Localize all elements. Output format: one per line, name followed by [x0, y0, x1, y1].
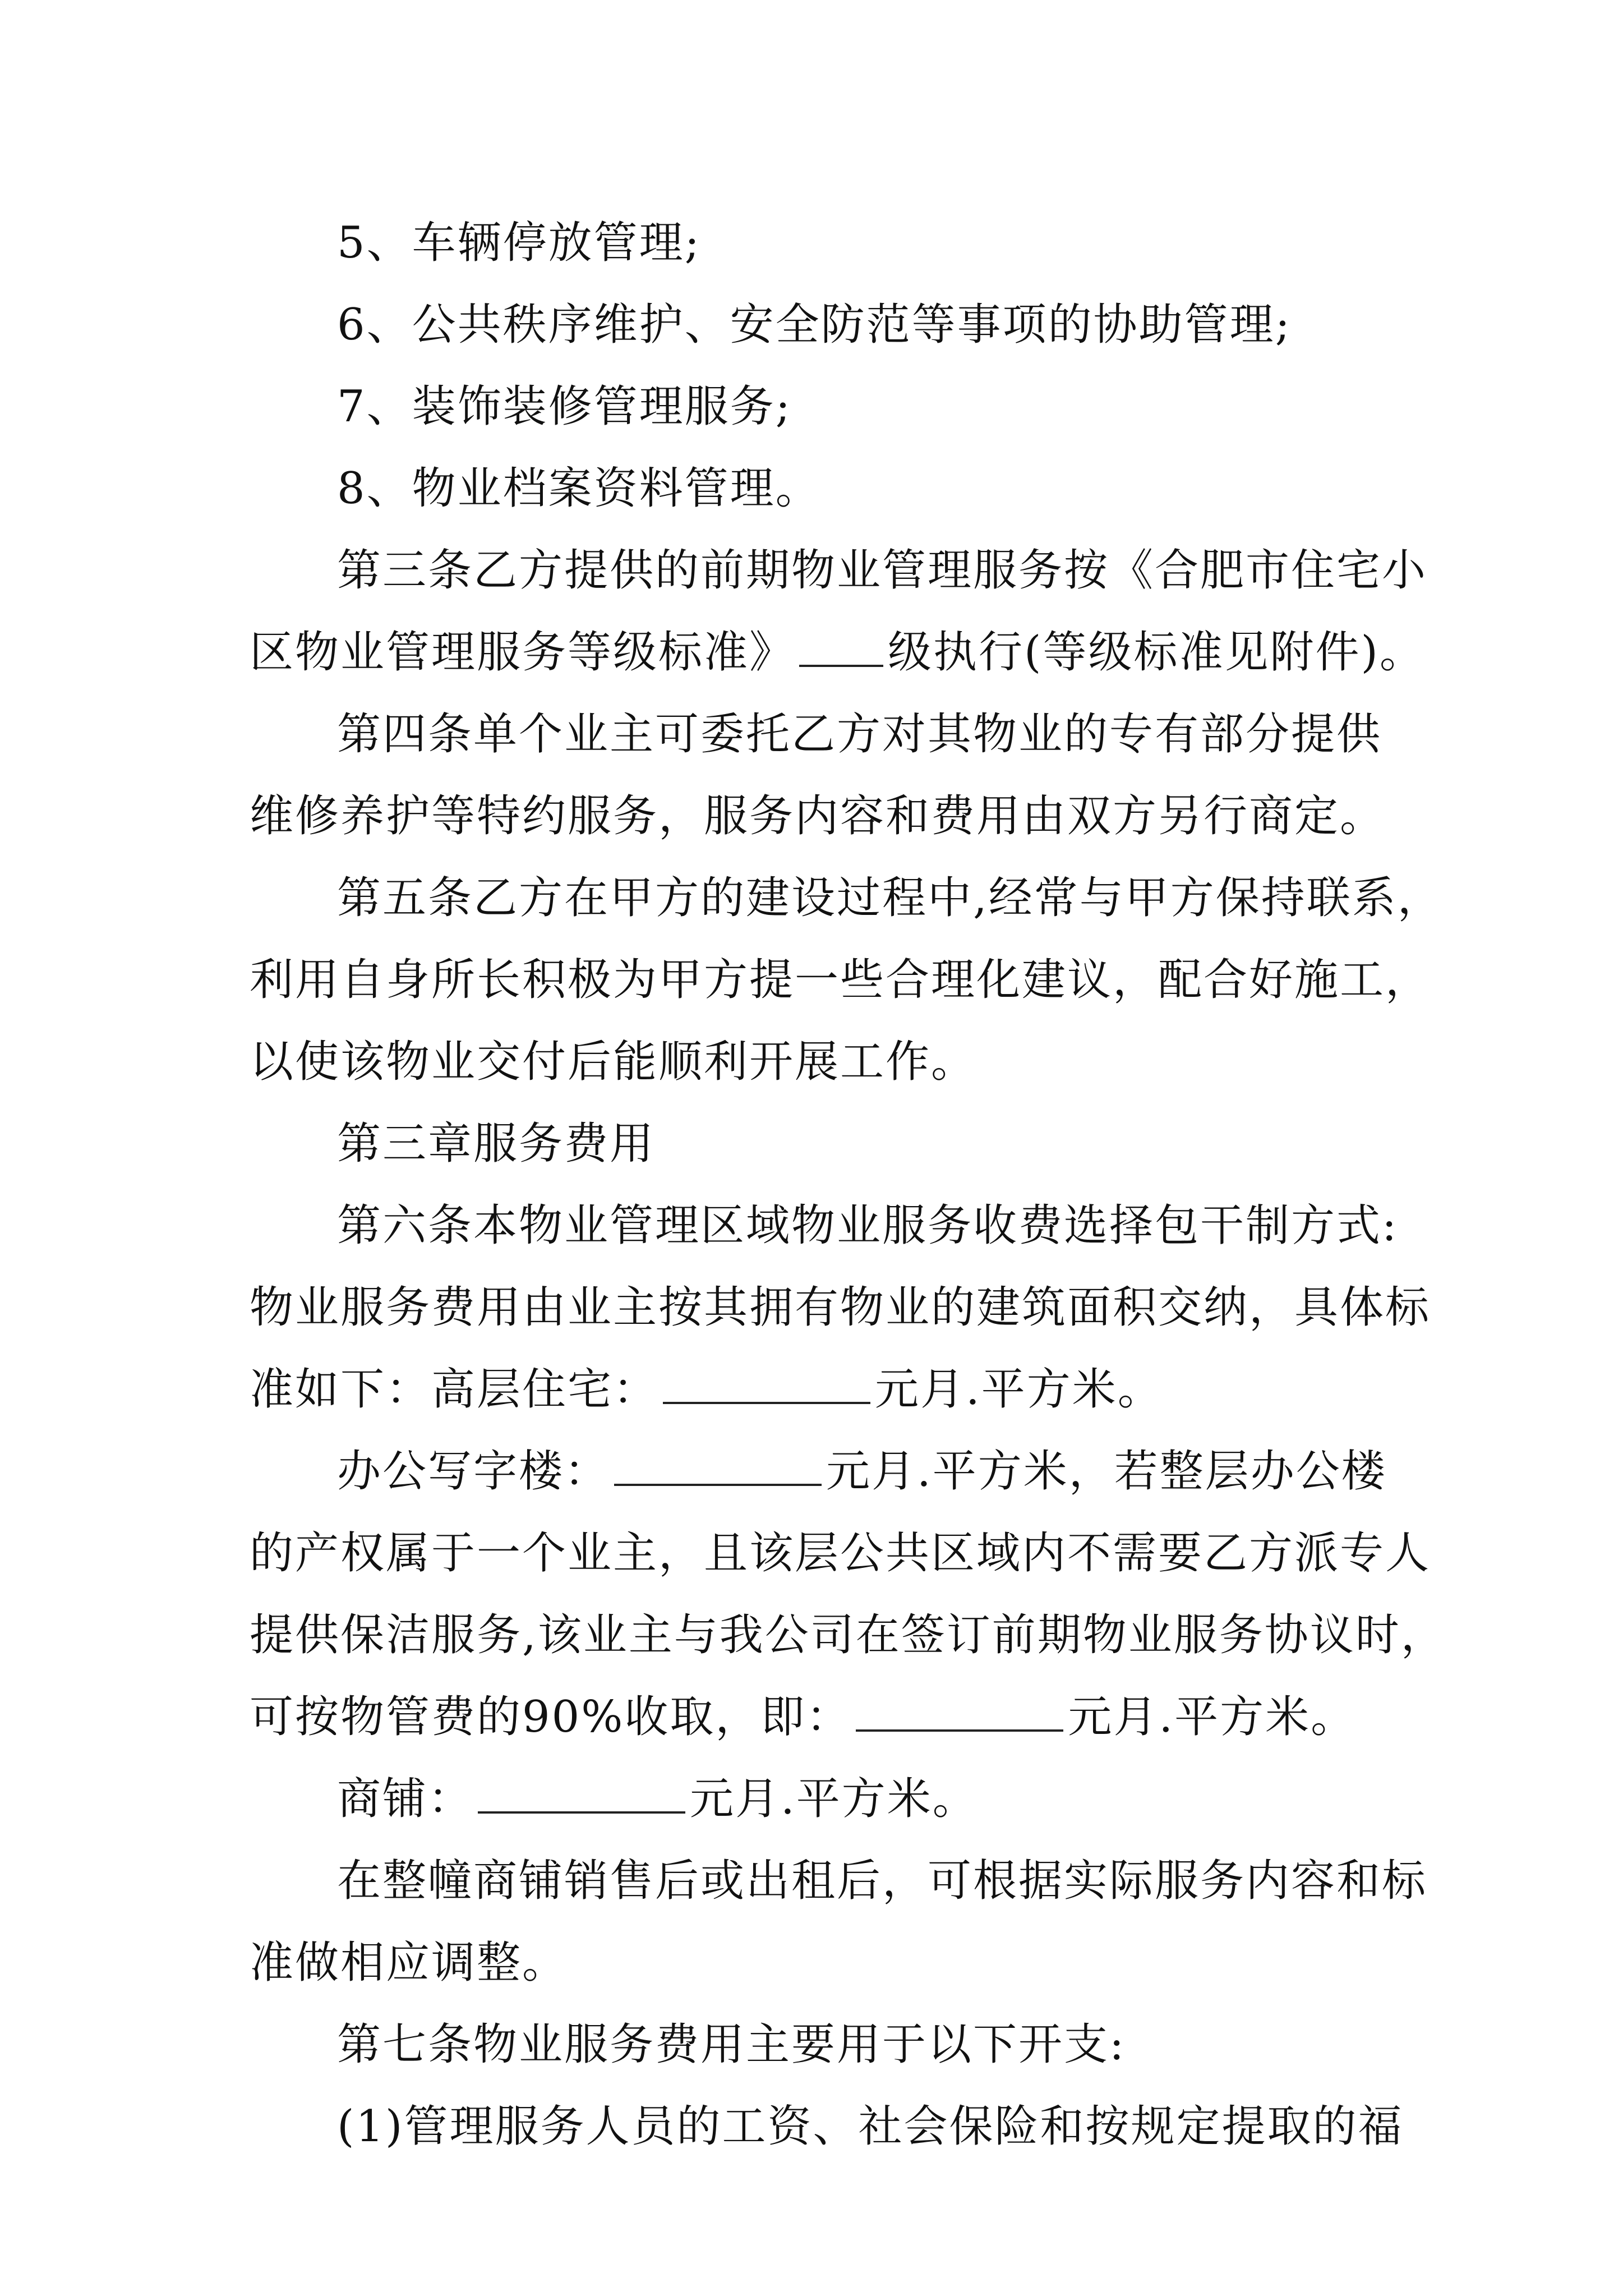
article-6-line-1: 第六条本物业管理区域物业服务收费选择包干制方式:	[337, 1200, 1399, 1251]
adjustment-line-1: 在整幢商铺销售后或出租后，可根据实际服务内容和标	[337, 1856, 1428, 1906]
article-5-line-3: 以使该物业交付后能顺利开展工作。	[250, 1037, 977, 1087]
office-label: 办公写字楼：	[337, 1446, 610, 1497]
article-6-line-3	[250, 1349, 1371, 1430]
chapter-3-heading: 第三章服务费用	[337, 1119, 656, 1169]
document-body	[250, 202, 1446, 2168]
article-3-line-1: 第三条乙方提供的前期物业管理服务按《合肥市住宅小	[337, 545, 1428, 596]
article-7-item-1: (1)管理服务人员的工资、社会保险和按规定提取的福	[337, 2101, 1404, 2152]
office-fee-blank	[614, 1444, 822, 1486]
shop-line	[250, 1758, 1371, 1840]
shop-label: 商铺：	[337, 1774, 474, 1824]
article-7-heading: 第七条物业服务费用主要用于以下开支:	[337, 2019, 1126, 2070]
office-line-3: 提供保洁服务,该业主与我公司在签订前期物业服务协议时，	[250, 1610, 1446, 1660]
office-line-2: 的产权属于一个业主，且该层公共区域内不需要乙方派专人	[250, 1528, 1431, 1579]
high-rise-label: 准如下：高层住宅：	[250, 1364, 659, 1415]
office-line-4	[250, 1676, 1371, 1758]
list-item-vehicle-parking: 5、车辆停放管理;	[337, 218, 701, 268]
article-3-text-b: 级执行(等级标准见附件)。	[888, 627, 1425, 678]
article-4-line-2: 维修养护等特约服务，服务内容和费用由双方另行商定。	[250, 791, 1386, 841]
article-5-line-1: 第五条乙方在甲方的建设过程中,经常与甲方保持联系，	[337, 873, 1443, 923]
shop-unit: 元月.平方米。	[690, 1774, 978, 1824]
grade-blank	[799, 625, 883, 667]
office-discount-label: 可按物管费的90%收取，即：	[250, 1692, 852, 1742]
shop-fee-blank	[478, 1772, 685, 1814]
office-discount-unit: 元月.平方米。	[1068, 1692, 1357, 1742]
article-6-line-2: 物业服务费用由业主按其拥有物业的建筑面积交纳，具体标	[250, 1282, 1431, 1333]
high-rise-unit: 元月.平方米。	[875, 1364, 1163, 1415]
list-item-public-order: 6、公共秩序维护、安全防范等事项的协助管理;	[337, 300, 1292, 350]
high-rise-fee-blank	[663, 1363, 870, 1404]
article-3-text-a: 区物业管理服务等级标准》	[250, 627, 795, 678]
article-4-line-1: 第四条单个业主可委托乙方对其物业的专有部分提供	[337, 709, 1382, 760]
article-3-line-2	[250, 611, 1425, 693]
office-discount-blank	[856, 1690, 1063, 1732]
office-unit: 元月.平方米，若整层办公楼	[826, 1446, 1387, 1497]
adjustment-line-2: 准做相应调整。	[250, 1938, 568, 1988]
office-line-1	[250, 1430, 1387, 1512]
list-item-decoration: 7、装饰装修管理服务;	[337, 381, 792, 432]
list-item-archives: 8、物业档案资料管理。	[337, 463, 821, 514]
article-5-line-2: 利用自身所长积极为甲方提一些合理化建议，配合好施工，	[250, 955, 1431, 1005]
